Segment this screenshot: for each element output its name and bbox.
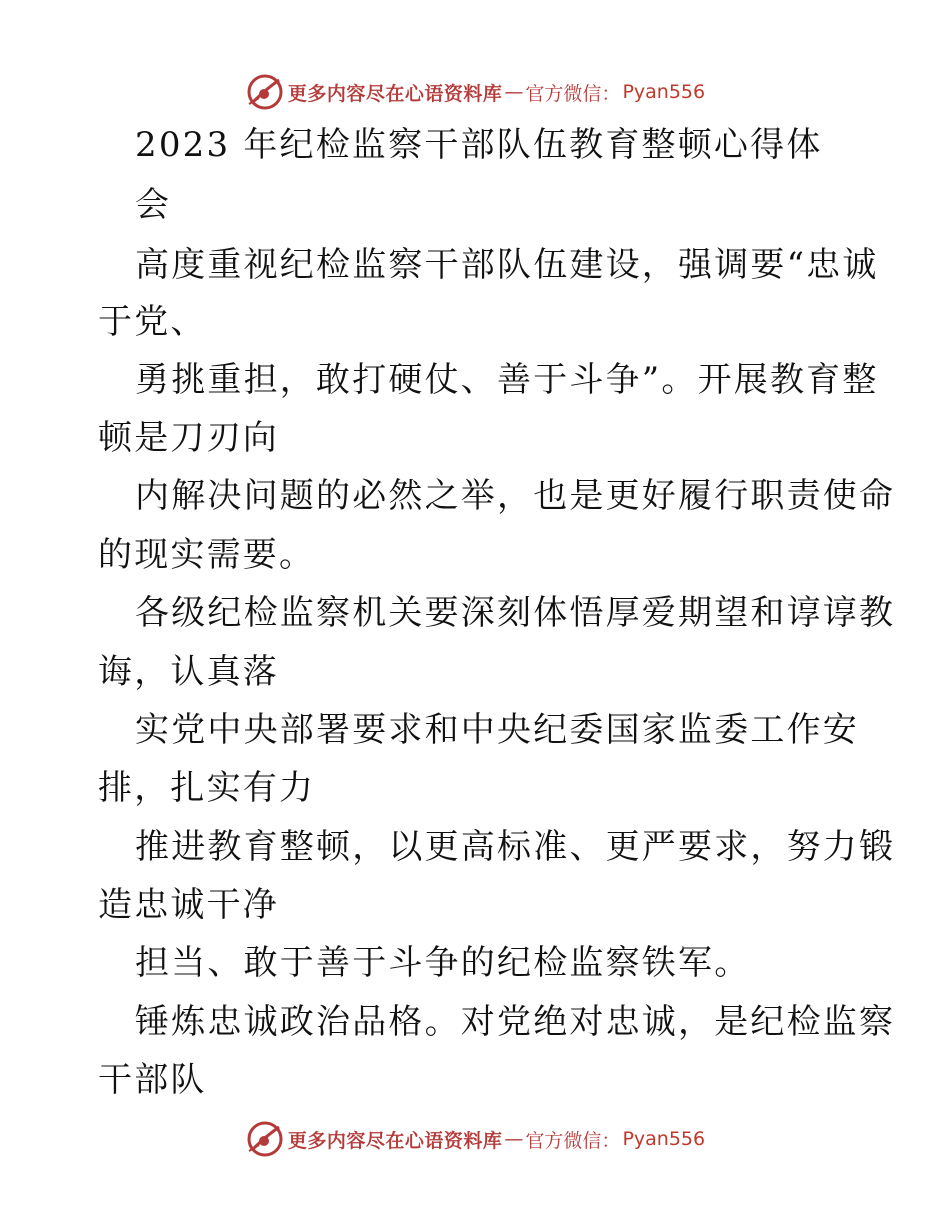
paragraph-line: 高度重视纪检监察干部队伍建设，强调要“忠诚 [135, 245, 879, 285]
pen-logo-icon [245, 1119, 285, 1159]
paragraph-line: 实党中央部署要求和中央纪委国家监委工作安 [135, 710, 859, 750]
title-line-2: 会 [135, 185, 172, 225]
paragraph-line: 排，扎实有力 [98, 768, 316, 808]
pen-logo-icon [245, 72, 285, 112]
paragraph-line: 诲，认真落 [98, 652, 279, 692]
header-watermark [0, 70, 950, 114]
paragraph-line: 推进教育整顿，以更高标准、更严要求，努力锻 [135, 827, 896, 867]
title-line-1: 2023 年纪检监察干部队伍教育整顿心得体 [135, 125, 823, 165]
paragraph-line: 顿是刀刃向 [98, 418, 279, 458]
paragraph-line: 造忠诚干净 [98, 885, 279, 925]
banner-separator: — [504, 81, 524, 103]
banner-wechat-label: 官方微信： [525, 1129, 621, 1152]
paragraph-line: 勇挑重担，敢打硬仗、善于斗争”。开展教育整 [135, 360, 879, 400]
paragraph-line: 于党、 [98, 302, 207, 342]
banner-text: 更多内容尽在心语资料库 [287, 82, 503, 105]
banner-text: 更多内容尽在心语资料库 [287, 1129, 503, 1152]
paragraph-line: 各级纪检监察机关要深刻体悟厚爱期望和谆谆教 [135, 593, 896, 633]
paragraph-line: 锤炼忠诚政治品格。对党绝对忠诚，是纪检监察 [135, 1002, 896, 1042]
footer-watermark [0, 1117, 950, 1161]
banner-wechat-id: Pyan556 [622, 81, 706, 103]
paragraph-line: 担当、敢于善于斗争的纪检监察铁军。 [135, 943, 751, 983]
banner-separator: — [504, 1128, 524, 1150]
banner-wechat-label: 官方微信： [525, 82, 621, 105]
paragraph-line: 干部队 [98, 1060, 207, 1100]
paragraph-line: 内解决问题的必然之举，也是更好履行职责使命 [135, 476, 896, 516]
banner-wechat-id: Pyan556 [622, 1128, 706, 1150]
paragraph-line: 的现实需要。 [98, 535, 316, 575]
